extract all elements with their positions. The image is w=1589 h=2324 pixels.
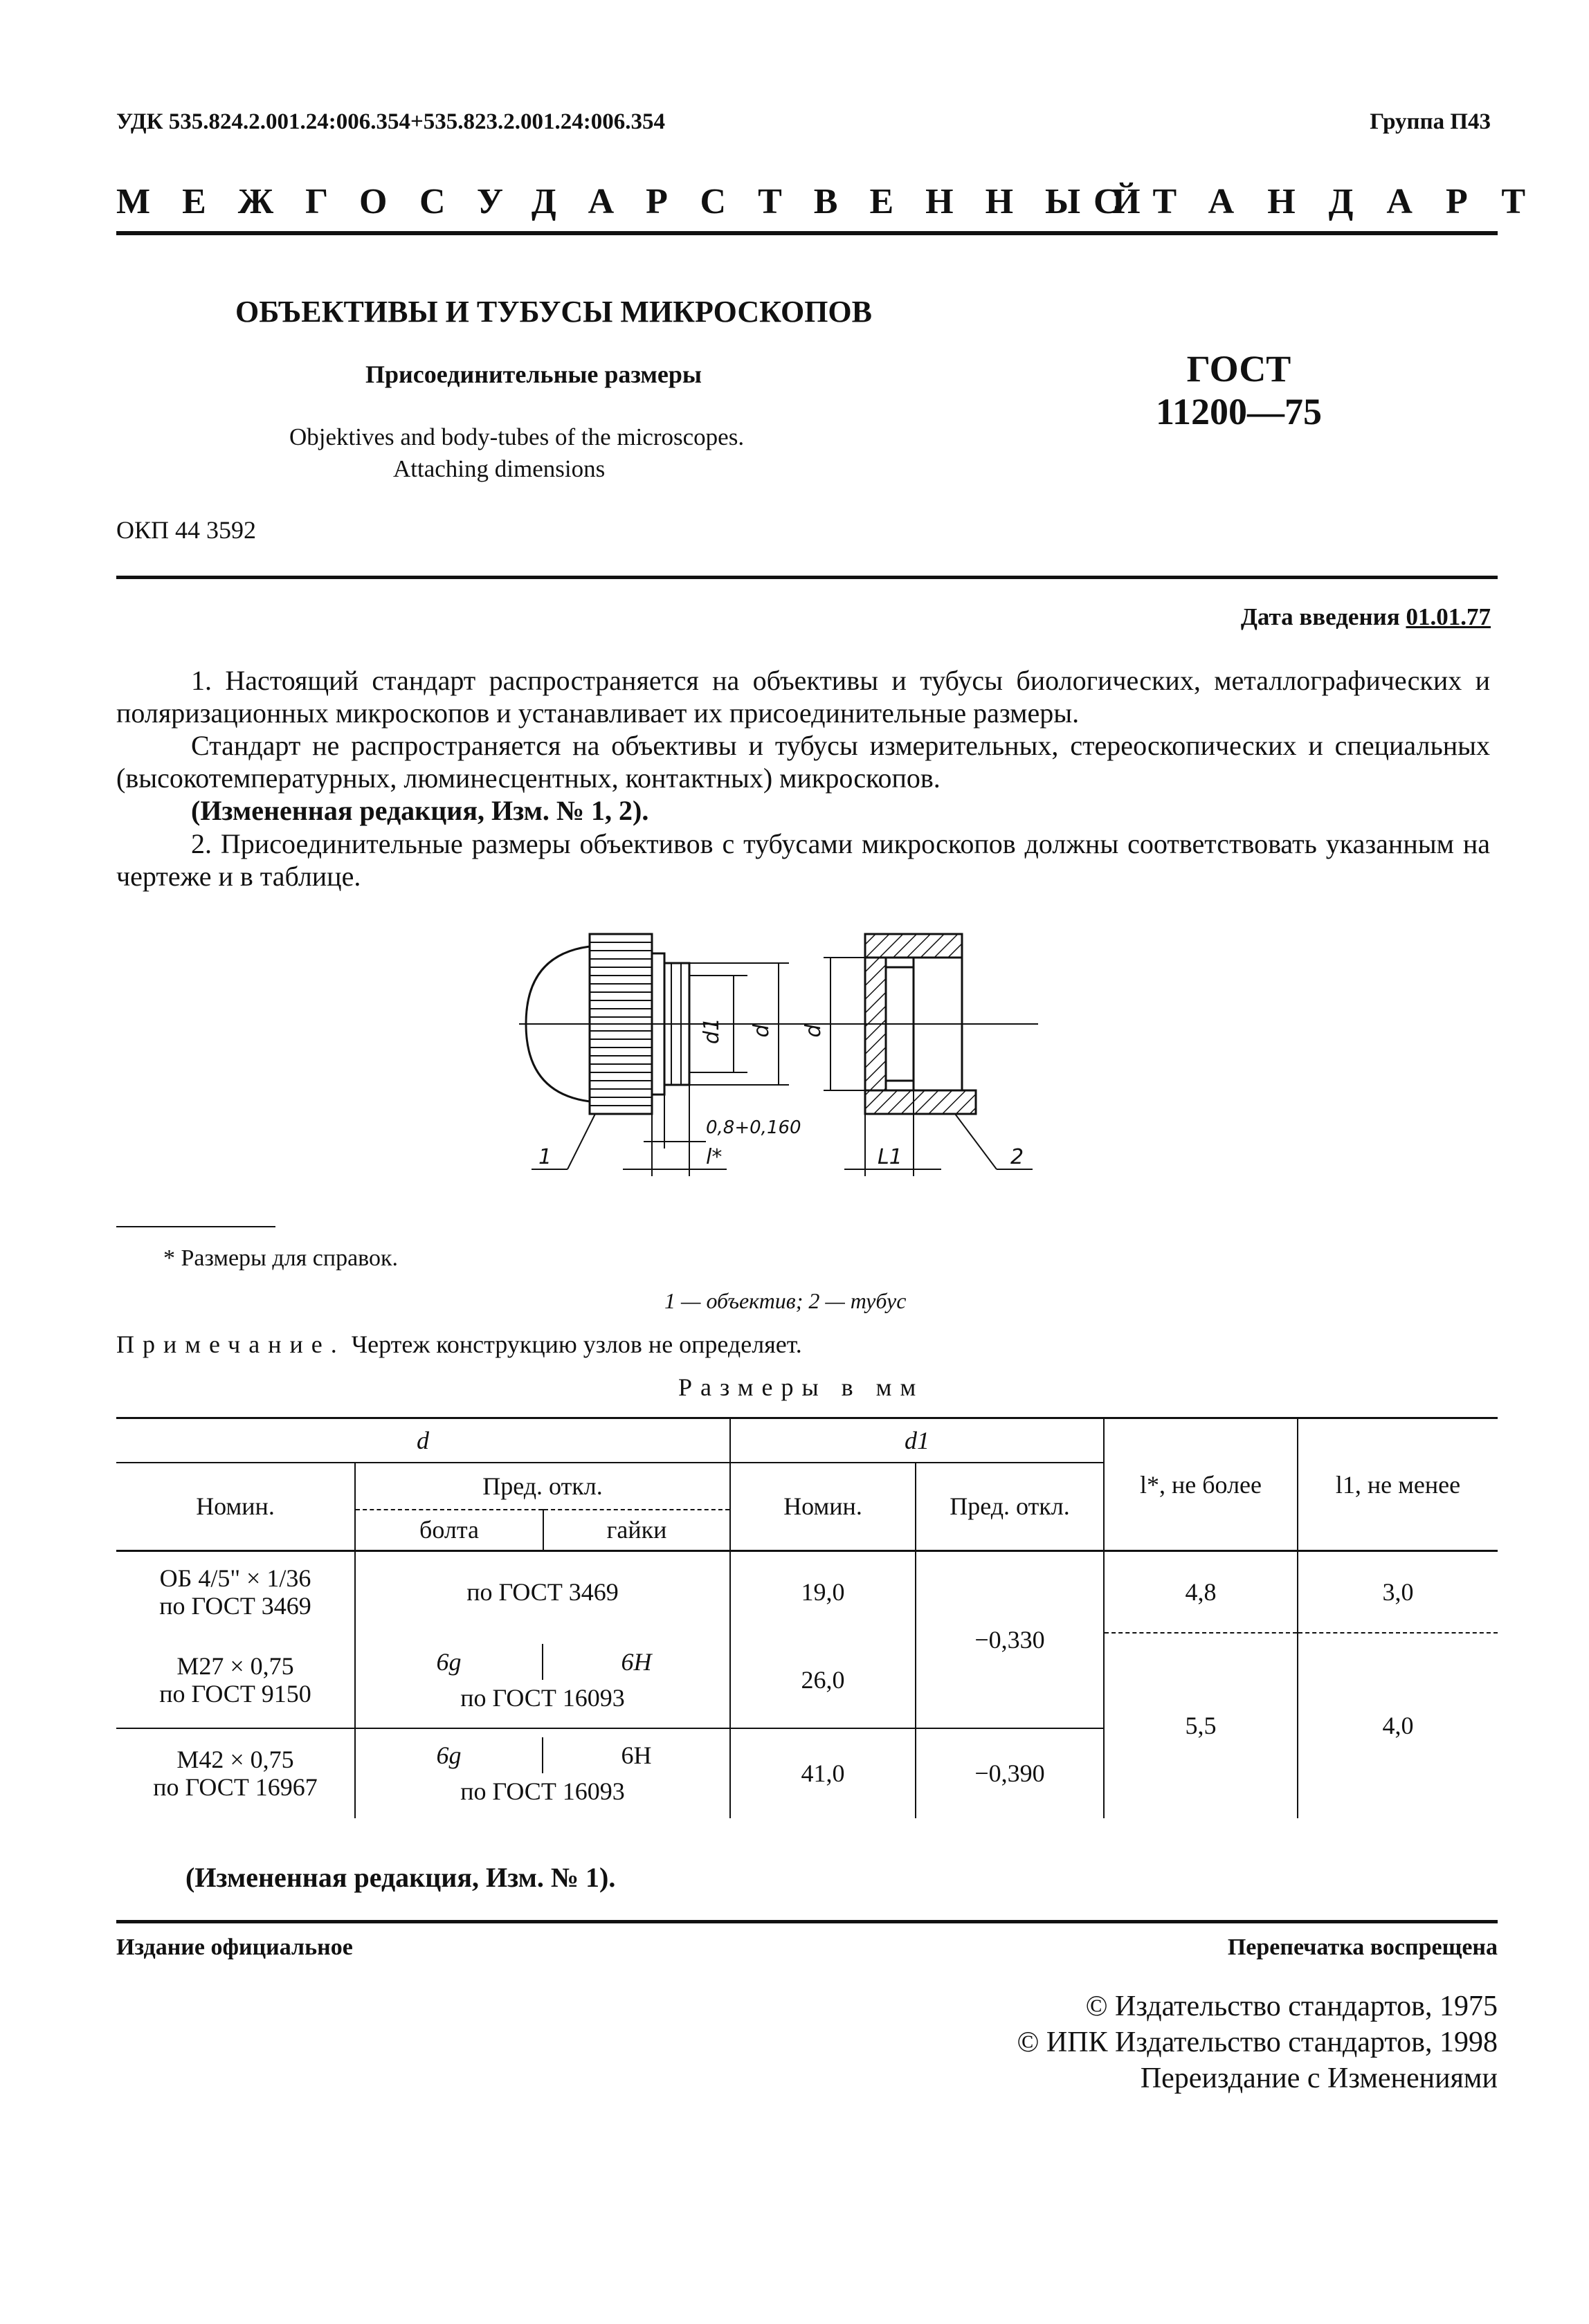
table-row-3-name: М42 × 0,75 по ГОСТ 16967 bbox=[116, 1728, 355, 1818]
label-tolerance: 0,8+0,160 bbox=[706, 1117, 801, 1138]
header-bolt: болта bbox=[355, 1510, 543, 1551]
table-l-b: 5,5 bbox=[1104, 1633, 1298, 1818]
amendment-note: (Измененная редакция, Изм. № 1). bbox=[185, 1862, 616, 1893]
table-l-a: 4,8 bbox=[1104, 1551, 1298, 1633]
table-row-1-d1: 19,0 bbox=[730, 1551, 916, 1633]
label-d1: d1 bbox=[700, 1017, 724, 1045]
callout-2: 2 bbox=[1010, 1145, 1024, 1169]
doc-title: ОБЪЕКТИВЫ И ТУБУСЫ МИКРОСКОПОВ bbox=[235, 295, 873, 329]
doc-subtitle: Присоединительные размеры bbox=[365, 360, 702, 388]
footer-right: Перепечатка воспрещена bbox=[1227, 1934, 1498, 1960]
gost-number: 11200—75 bbox=[1155, 391, 1323, 432]
callout-1: 1 bbox=[538, 1145, 552, 1169]
paragraph-3: (Измененная редакция, Изм. № 1, 2). bbox=[191, 795, 649, 826]
note-label: Примечание. bbox=[116, 1330, 345, 1358]
table-row-2-tol: 6g 6H по ГОСТ 16093 bbox=[355, 1633, 730, 1728]
paragraph-4: 2. Присоединительные размеры объективов с тубусами микроскопов должны соответствовать указанным на чертеже и в таблице. bbox=[116, 828, 1490, 892]
footer-rule bbox=[116, 1920, 1498, 1923]
footnote: * Размеры для справок. bbox=[163, 1245, 399, 1271]
tube-wall-bottom bbox=[865, 1090, 976, 1114]
table-row-3-tol: 6g 6H по ГОСТ 16093 bbox=[355, 1728, 730, 1818]
gost-label: ГОСТ bbox=[1186, 348, 1291, 390]
banner-left: МЕЖГОСУДАРСТВЕННЫЙ bbox=[116, 182, 1172, 221]
label-l1: L1 bbox=[878, 1145, 902, 1169]
udk-code: УДК 535.824.2.001.24:006.354+535.823.2.001.24:006.354 bbox=[116, 109, 666, 134]
reissue-note: Переиздание с Изменениями bbox=[1140, 2062, 1498, 2094]
footer-left: Издание официальное bbox=[116, 1934, 353, 1960]
label-l: l* bbox=[706, 1145, 723, 1169]
table-l1-a: 3,0 bbox=[1298, 1551, 1498, 1633]
table-d1-tol-a: −0,330 bbox=[916, 1551, 1104, 1728]
label-tube-d: d bbox=[801, 1024, 826, 1038]
group-code: Группа П43 bbox=[1370, 109, 1491, 134]
paragraph-2: Стандарт не распространяется на объективы и тубусы измерительных, стереоскопических и специальных (высокотемпературных, люминесцентных, контактных) микроскопов. bbox=[116, 730, 1490, 794]
tube-wall-top bbox=[865, 934, 962, 958]
dimensions-table bbox=[116, 1417, 1498, 1818]
table-d1-tol-b: −0,390 bbox=[916, 1728, 1104, 1818]
intro-date bbox=[1241, 603, 1491, 631]
paragraph-1: 1. Настоящий стандарт распространяется на объективы и тубусы биологических, металлографических и поляризационных микроскопов и устанавливает их присоединительные размеры. bbox=[116, 665, 1490, 729]
table-row-2-d1: 26,0 bbox=[730, 1633, 916, 1728]
footnote-rule bbox=[116, 1226, 275, 1227]
note-text: Чертеж конструкцию узлов не определяет. bbox=[345, 1330, 802, 1358]
intro-date-label: Дата введения bbox=[1240, 603, 1400, 630]
label-d: d bbox=[750, 1024, 774, 1038]
header-l: l*, не более bbox=[1104, 1418, 1298, 1551]
header-l1: l1, не менее bbox=[1298, 1418, 1498, 1551]
copyright-1: © Издательство стандартов, 1975 bbox=[1085, 1991, 1498, 2022]
doc-title-en-1: Objektives and body-tubes of the microscopes. bbox=[289, 423, 745, 450]
note bbox=[116, 1330, 802, 1359]
header-d1-pred-otkl: Пред. откл. bbox=[916, 1463, 1104, 1551]
table-row-1-name: ОБ 4/5" × 1/36 по ГОСТ 3469 bbox=[116, 1551, 355, 1633]
drawing-legend: 1 — объектив; 2 — тубус bbox=[664, 1288, 907, 1313]
table-row-1-tol: по ГОСТ 3469 bbox=[355, 1551, 730, 1633]
banner-rule bbox=[116, 231, 1498, 235]
intro-date-value: 01.01.77 bbox=[1406, 603, 1491, 630]
header-d1: d1 bbox=[730, 1418, 1104, 1463]
title-rule bbox=[116, 576, 1498, 579]
doc-title-en-2: Attaching dimensions bbox=[393, 455, 606, 482]
header-nomin: Номин. bbox=[116, 1463, 355, 1551]
banner-right: СТАНДАРТ bbox=[1093, 182, 1559, 221]
okp-code: ОКП 44 3592 bbox=[116, 516, 257, 544]
tube-thread-section bbox=[865, 958, 886, 1090]
technical-drawing bbox=[498, 913, 1107, 1218]
header-d: d bbox=[116, 1418, 730, 1463]
table-row-2-name: М27 × 0,75 по ГОСТ 9150 bbox=[116, 1633, 355, 1728]
table-l1-b: 4,0 bbox=[1382, 1712, 1414, 1739]
header-nut: гайки bbox=[543, 1510, 730, 1551]
table-row-3-d1: 41,0 bbox=[730, 1728, 916, 1818]
table-title: Размеры в мм bbox=[678, 1373, 925, 1401]
copyright-2: © ИПК Издательство стандартов, 1998 bbox=[1017, 2026, 1498, 2058]
header-d1-nomin: Номин. bbox=[730, 1463, 916, 1551]
header-pred-otkl: Пред. откл. bbox=[355, 1463, 730, 1510]
